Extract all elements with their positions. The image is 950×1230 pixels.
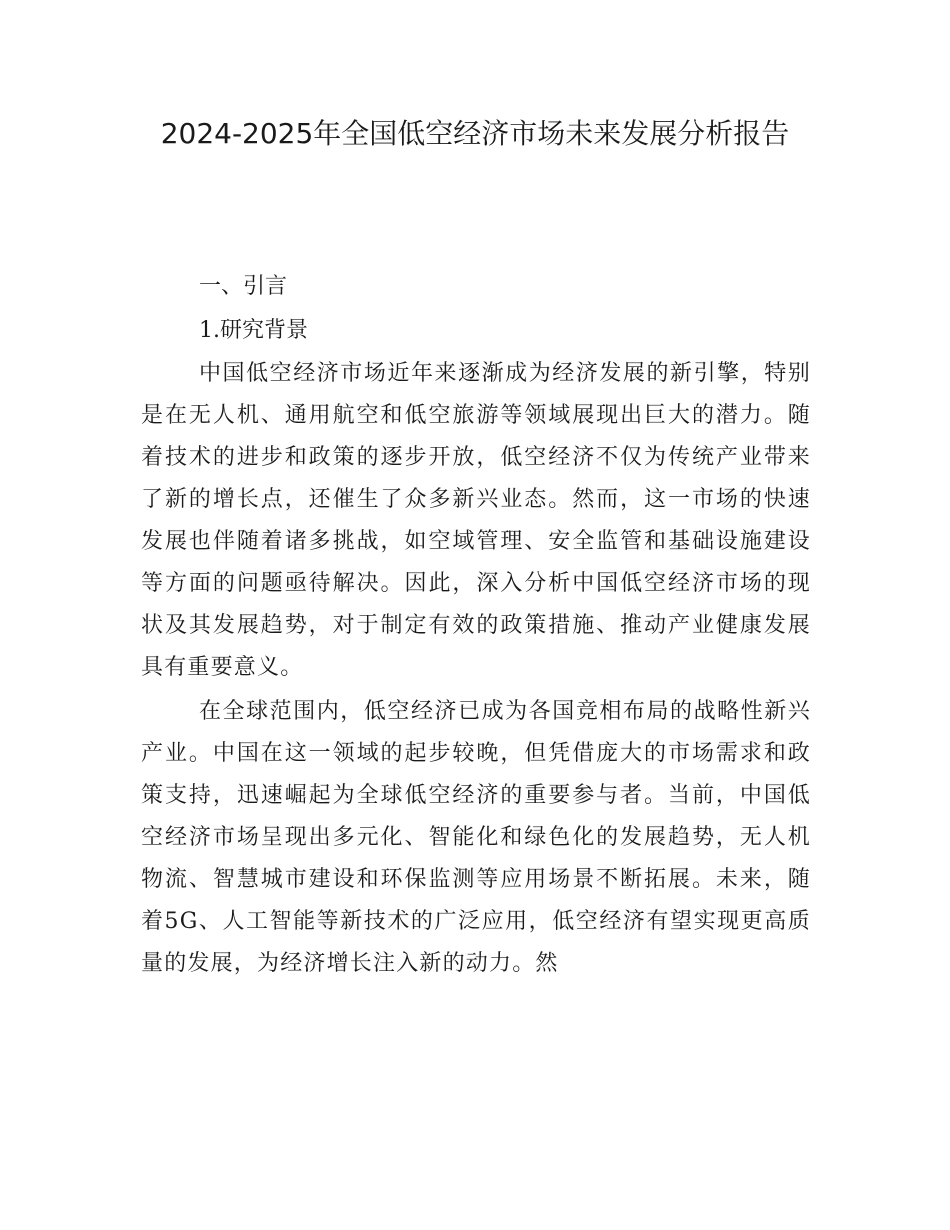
section-heading: 一、引言 [199, 274, 288, 299]
document-body [141, 265, 811, 985]
body-paragraph: 在全球范围内，低空经济已成为各国竞相布局的战略性新兴产业。中国在这一领域的起步较晚，但凭借庞大的市场需求和政策支持，迅速崛起为全球低空经济的重要参与者。当前，中国低空经济市场呈现出多元化、智能化和绿色化的发展趋势，无人机物流、智慧城市建设和环保监测等应用场景不断拓展。未来，随着5G、人工智能等新技术的广泛应用，低空经济有望实现更高质量的发展，为经济增长注入新的动力。然 [141, 699, 811, 976]
subsection-heading: 1.研究背景 [199, 318, 308, 343]
document-title: 2024-2025年全国低空经济市场未来发展分析报告 [160, 117, 790, 150]
body-paragraph: 中国低空经济市场近年来逐渐成为经济发展的新引擎，特别是在无人机、通用航空和低空旅游等领域展现出巨大的潜力。随着技术的进步和政策的逐步开放，低空经济不仅为传统产业带来了新的增长点，还催生了众多新兴业态。然而，这一市场的快速发展也伴随着诸多挑战，如空域管理、安全监管和基础设施建设等方面的问题亟待解决。因此，深入分析中国低空经济市场的现状及其发展趋势，对于制定有效的政策措施、推动产业健康发展具有重要意义。 [141, 361, 811, 680]
